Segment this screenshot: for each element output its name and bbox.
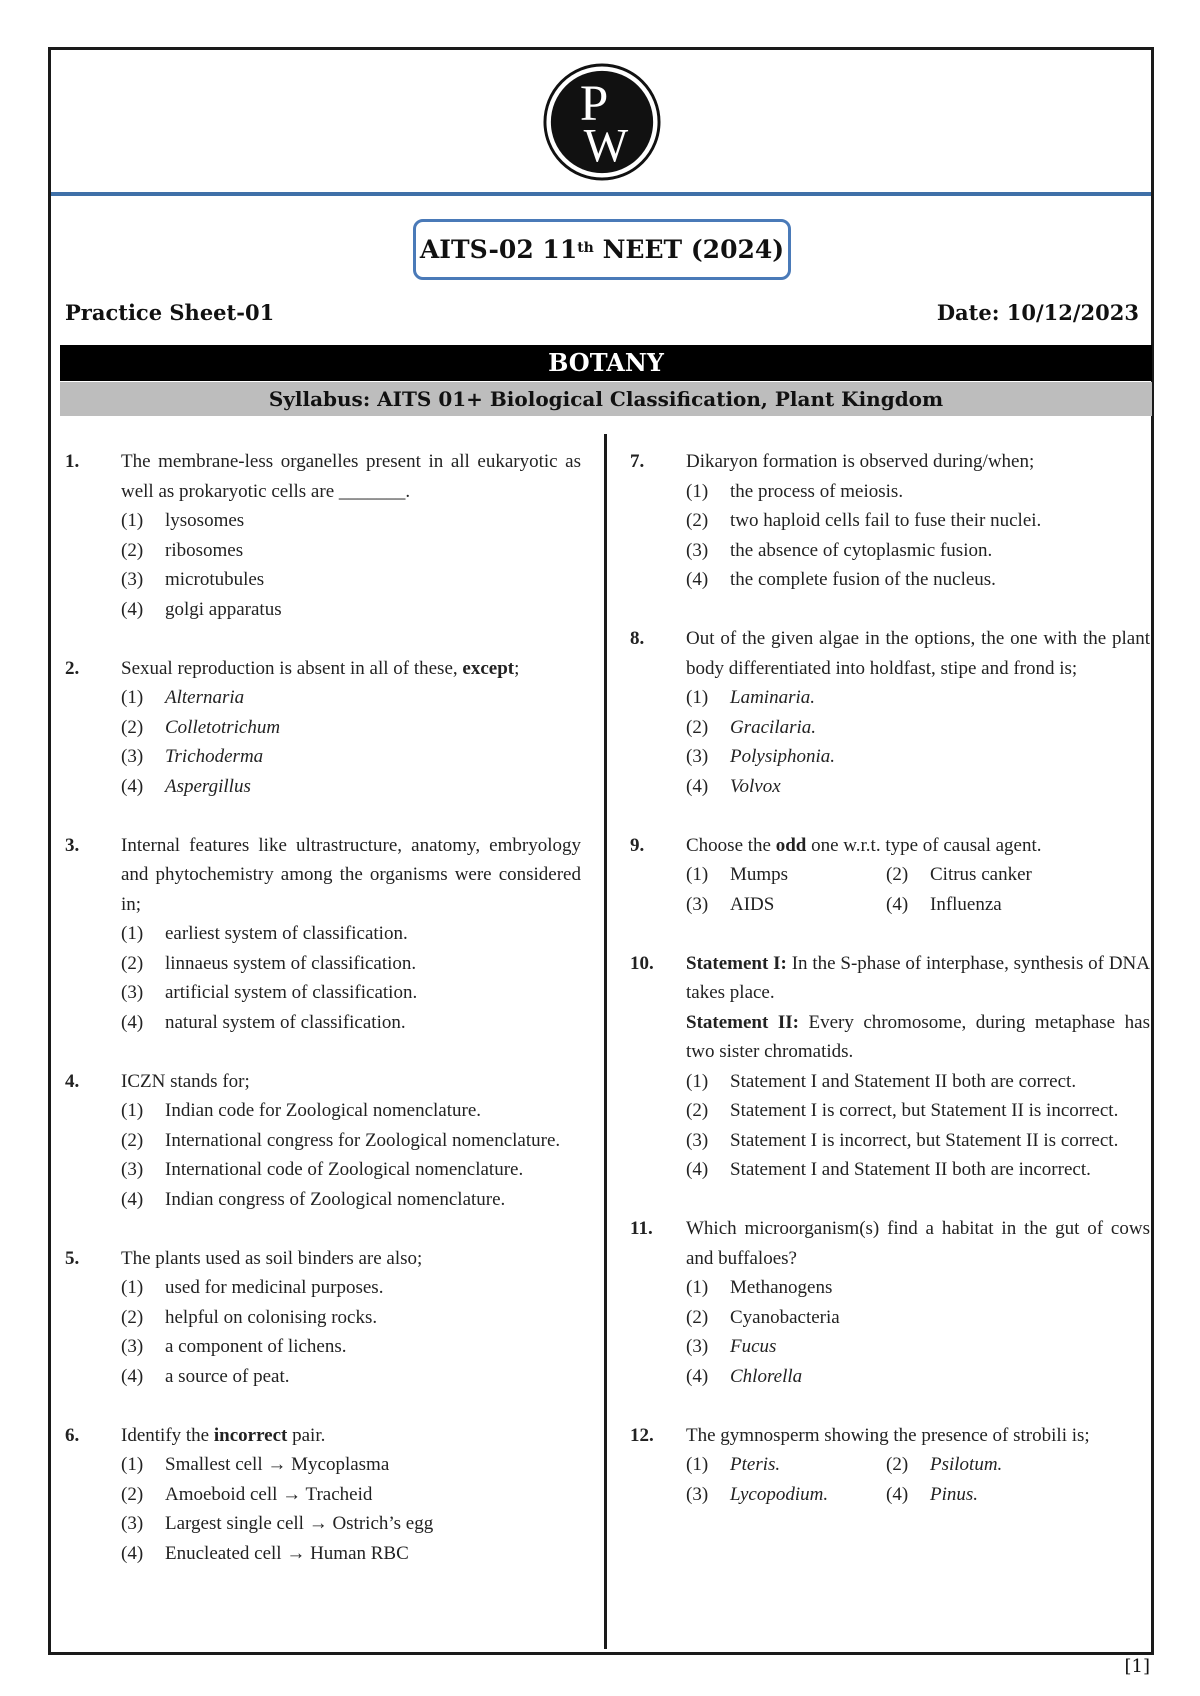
question-4 bbox=[65, 1067, 581, 1215]
options-grid bbox=[686, 860, 1150, 919]
question-10 bbox=[630, 949, 1155, 1185]
option-2: (2) ribosomes bbox=[121, 539, 244, 561]
option-1: (1) Smallest cell → Mycoplasma bbox=[121, 1454, 390, 1475]
page-number: [1] bbox=[1124, 1656, 1150, 1677]
option-2: (2) Psilotum. bbox=[886, 1454, 1003, 1475]
option-4: (4) Enucleated cell → Human RBC bbox=[121, 1542, 409, 1564]
option-4: (4) Statement I and Statement II both are incorrect. bbox=[686, 1159, 1091, 1180]
question-stem: Sexual reproduction is absent in all of these, except; bbox=[121, 657, 520, 679]
statement-2: Statement II: Every chromosome, during metaphase has two sister chromatids. bbox=[686, 1011, 1155, 1062]
subject-banner: BOTANY bbox=[60, 345, 1152, 381]
option-3: (3) Statement I is incorrect, but Statement II is correct. bbox=[686, 1129, 1119, 1151]
option-4: (4) Influenza bbox=[886, 893, 1002, 915]
question-number: 8. bbox=[630, 628, 645, 649]
option-2: (2) linnaeus system of classification. bbox=[121, 952, 417, 974]
option-2: (2) Gracilaria. bbox=[686, 716, 817, 738]
question-number: 9. bbox=[630, 834, 645, 856]
option-1: (1) used for medicinal purposes. bbox=[121, 1277, 384, 1298]
option-2: (2) Amoeboid cell → Tracheid bbox=[121, 1483, 373, 1505]
exam-title bbox=[413, 219, 791, 280]
question-number: 10. bbox=[630, 952, 654, 974]
question-number: 1. bbox=[65, 451, 80, 472]
svg-text:W: W bbox=[583, 120, 629, 173]
option-3: (3) AIDS bbox=[686, 893, 775, 915]
pw-logo-icon bbox=[543, 63, 661, 181]
option-2: (2) Citrus canker bbox=[886, 864, 1032, 885]
option-4: (4) golgi apparatus bbox=[121, 598, 282, 620]
practice-sheet-label: Practice Sheet-01 bbox=[65, 300, 275, 325]
question-stem: The gymnosperm showing the presence of strobili is; bbox=[686, 1424, 1090, 1446]
option-4: (4) natural system of classification. bbox=[121, 1011, 406, 1033]
option-2: (2) Statement I is correct, but Statement II is incorrect. bbox=[686, 1100, 1119, 1121]
option-3: (3) International code of Zoological nomenclature. bbox=[121, 1159, 524, 1180]
question-number: 11. bbox=[630, 1218, 653, 1239]
option-3: (3) the absence of cytoplasmic fusion. bbox=[686, 539, 993, 561]
option-4: (4) Chlorella bbox=[686, 1365, 803, 1387]
question-stem: The plants used as soil binders are also; bbox=[121, 1247, 423, 1269]
question-5 bbox=[65, 1244, 581, 1392]
option-3: (3) Lycopodium. bbox=[686, 1483, 829, 1505]
question-stem: Internal features like ultrastructure, anatomy, embryology and phytochemistry among the organisms were considered in; bbox=[121, 834, 581, 915]
question-7 bbox=[630, 447, 1150, 595]
question-12 bbox=[630, 1421, 1150, 1510]
option-4: (4) a source of peat. bbox=[121, 1365, 290, 1387]
option-4: (4) Volvox bbox=[686, 775, 781, 797]
question-9 bbox=[630, 831, 1150, 920]
option-2: (2) International congress for Zoological nomenclature. bbox=[121, 1129, 561, 1151]
exam-title-post: NEET (2024) bbox=[593, 235, 785, 264]
option-4: (4) Pinus. bbox=[886, 1483, 979, 1505]
option-1: (1) Methanogens bbox=[686, 1277, 833, 1298]
header-divider bbox=[51, 192, 1151, 196]
option-4: (4) Indian congress of Zoological nomenclature. bbox=[121, 1188, 506, 1210]
option-4: (4) the complete fusion of the nucleus. bbox=[686, 569, 996, 590]
question-number: 4. bbox=[65, 1070, 80, 1092]
option-1: (1) Indian code for Zoological nomenclature. bbox=[121, 1100, 482, 1121]
question-stem: Dikaryon formation is observed during/when; bbox=[686, 451, 1035, 472]
question-stem: Choose the odd one w.r.t. type of causal agent. bbox=[686, 834, 1042, 856]
option-3: (3) Fucus bbox=[686, 1336, 777, 1357]
date-label: Date: 10/12/2023 bbox=[936, 300, 1139, 325]
question-1 bbox=[65, 447, 581, 624]
question-stem: Identify the incorrect pair. bbox=[121, 1424, 326, 1446]
option-2: (2) Colletotrichum bbox=[121, 716, 281, 738]
option-1: (1) Laminaria. bbox=[686, 687, 815, 708]
option-1: (1) Pteris. bbox=[686, 1454, 781, 1475]
question-number: 2. bbox=[65, 657, 80, 679]
option-2: (2) helpful on colonising rocks. bbox=[121, 1306, 378, 1328]
question-2 bbox=[65, 654, 581, 802]
question-3 bbox=[65, 831, 581, 1038]
options-grid bbox=[686, 1450, 1150, 1509]
syllabus-banner: Syllabus: AITS 01+ Biological Classification, Plant Kingdom bbox=[60, 382, 1152, 416]
option-1: (1) the process of meiosis. bbox=[686, 480, 904, 502]
option-3: (3) artificial system of classification. bbox=[121, 982, 418, 1003]
exam-title-sup: th bbox=[577, 239, 594, 256]
left-column bbox=[65, 447, 581, 1598]
option-2: (2) two haploid cells fail to fuse their nuclei. bbox=[686, 510, 1042, 531]
question-stem: The membrane-less organelles present in all eukaryotic as well as prokaryotic cells are _______. bbox=[121, 451, 581, 502]
option-2: (2) Cyanobacteria bbox=[686, 1306, 840, 1328]
option-3: (3) a component of lichens. bbox=[121, 1336, 347, 1357]
option-1: (1) lysosomes bbox=[121, 510, 245, 531]
question-number: 7. bbox=[630, 451, 645, 472]
statement-1: Statement I: In the S-phase of interphase, synthesis of DNA takes place. bbox=[686, 952, 1155, 1003]
question-6 bbox=[65, 1421, 581, 1569]
question-stem: Out of the given algae in the options, the one with the plant body differentiated into holdfast, stipe and frond is; bbox=[686, 628, 1150, 679]
option-3: (3) Trichoderma bbox=[121, 746, 264, 767]
question-number: 12. bbox=[630, 1424, 654, 1446]
question-8 bbox=[630, 624, 1150, 801]
option-4: (4) Aspergillus bbox=[121, 775, 251, 797]
option-3: (3) Largest single cell → Ostrich’s egg bbox=[121, 1513, 434, 1534]
option-1: (1) Alternaria bbox=[121, 687, 245, 708]
exam-title-pre: AITS-02 11 bbox=[419, 235, 578, 264]
option-3: (3) microtubules bbox=[121, 569, 265, 590]
question-number: 3. bbox=[65, 834, 80, 856]
column-divider bbox=[604, 434, 607, 1649]
question-stem: ICZN stands for; bbox=[121, 1070, 250, 1092]
option-1: (1) earliest system of classification. bbox=[121, 923, 408, 944]
question-number: 5. bbox=[65, 1247, 80, 1269]
option-3: (3) Polysiphonia. bbox=[686, 746, 836, 767]
question-11 bbox=[630, 1214, 1150, 1391]
svg-text:P: P bbox=[579, 75, 609, 133]
option-1: (1) Mumps bbox=[686, 864, 789, 885]
option-1: (1) Statement I and Statement II both are correct. bbox=[686, 1070, 1077, 1092]
question-number: 6. bbox=[65, 1424, 80, 1446]
right-column bbox=[630, 447, 1155, 1539]
question-stem: Which microorganism(s) find a habitat in the gut of cows and buffaloes? bbox=[686, 1218, 1150, 1269]
